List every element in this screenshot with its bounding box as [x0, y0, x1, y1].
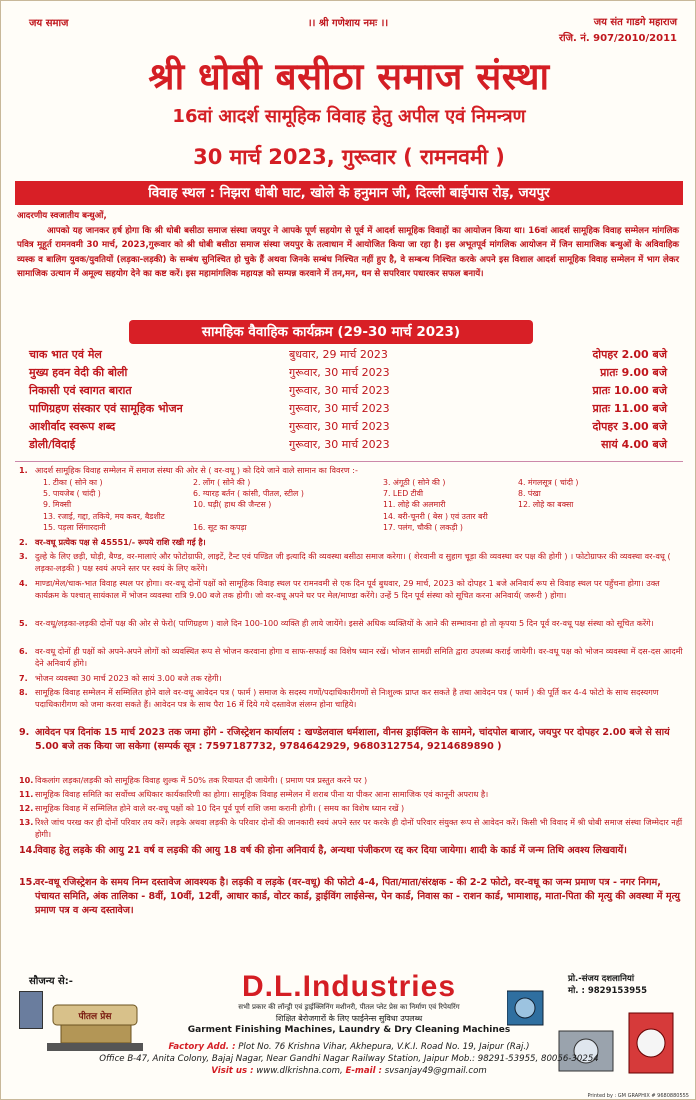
- schedule-time: प्रातः 11.00 बजे: [592, 402, 667, 415]
- term-number: 15.: [19, 877, 36, 888]
- goods-cell: 6. ग्यारह बर्तन ( कांसी, पीतल, स्टील ): [193, 489, 304, 499]
- term-item: [15, 536, 683, 548]
- schedule-date: गुरूवार, 30 मार्च 2023: [289, 366, 390, 379]
- proprietor-mobile: मो. : 9829153955: [568, 986, 647, 996]
- intro-text: [17, 209, 679, 282]
- address-block: Factory Add. : Plot No. 76 Krishna Vihar, Akhepura, V.K.I. Road No. 19, Jaipur (Raj.) Office B-47, Anita Colony, Bajaj Nagar, Near Gandhi Nagar Railway Station, Jaipur Mob.: 98291-53955, 80056-30254 Visit us : www.dlkrishna.com, E-mail : svsanjay49@gmail.com: [99, 1042, 599, 1076]
- printer-credit: Printed by : GM GRAPHIX # 9680880555: [587, 1093, 689, 1099]
- email-link[interactable]: svsanjay49@gmail.com: [384, 1066, 487, 1076]
- goods-row: [43, 477, 683, 488]
- organization-title: श्री धोबी बसीठा समाज संस्था: [148, 55, 550, 98]
- schedule-row: [19, 419, 679, 437]
- goods-cell: 1. टीका ( सोने का ): [43, 478, 103, 487]
- term-item: [15, 645, 683, 670]
- term-item: [15, 672, 683, 684]
- sponsor-footer: [7, 969, 691, 1087]
- term-item: [15, 550, 683, 575]
- schedule-row: [19, 383, 679, 401]
- goods-cell: 12. लोहे का बक्सा: [518, 500, 574, 510]
- term-item: [15, 816, 683, 841]
- terms-list: [15, 461, 683, 954]
- schedule-event: चाक भात एवं मेल: [29, 348, 102, 361]
- term-item: [15, 577, 683, 602]
- goods-row: [43, 488, 683, 499]
- term-number: 3.: [19, 551, 28, 561]
- term-number: 9.: [19, 727, 30, 738]
- visit-label: Visit us :: [211, 1066, 254, 1076]
- schedule-event: डोली/विदाई: [29, 438, 76, 451]
- venue-banner: विवाह स्थल : निझरा धोबी घाट, खोले के हनुमान जी, दिल्ली बाईपास रोड़, जयपुर: [15, 181, 683, 205]
- schedule-row: [19, 401, 679, 419]
- office-address: Office B-47, Anita Colony, Bajaj Nagar, Near Gandhi Nagar Railway Station, Jaipur Mob.: 98291-53955, 80056-30254: [99, 1054, 599, 1064]
- term-number: 11.: [19, 789, 34, 799]
- goods-cell: 9. मिक्सी: [43, 500, 72, 510]
- goods-cell: 8. पंखा: [518, 489, 541, 499]
- goods-cell: 2. लोंग ( सोने की ): [193, 478, 251, 487]
- schedule-date: गुरूवार, 30 मार्च 2023: [289, 420, 390, 433]
- term-number: 10.: [19, 775, 34, 785]
- intro-body: आपको यह जानकर हर्ष होगा कि श्री धोबी बसीठा समाज संस्था जयपुर ने आपके पूर्ण सहयोग से पूर्व में आदर्श सामूहिक विवाहों का आयोजन किया था। 16वां आदर्श सामूहिक विवाह सम्मेलन मांगलिक पवित्र मूहूर्त रामनवमी 30 मार्च, 2023,गुरूवार को श्री धोबी बसीठा समाज संस्था जयपुर के तत्वाधान में आयोजित किया जा रहा है। इस अभूतपूर्व मांगलिक आयोजन में जिन सामाजिक बन्धुओं के अविवाहिक व्यस्क व बालिग युवक/युवतियों (लड़का-लड़की) के सम्बंध सुनिश्चित हो चुके हैं अथवा जिनके सम्बंध निश्चित नहीं हुए है, वे सम्बन्ध निश्चित करके अपने इस विशाल आदर्श सामूहिक विवाह सम्मेलन में भाग लेकर सामाजिक उत्थान में अमूल्य सहयोग देने का कष्ट करें। इस महामांगलिक महायज्ञ को सम्पन्न करवाने में तन,मन, धन से सपरिवार पधारकर सफल बनायें।: [17, 225, 679, 280]
- term-item: [15, 686, 683, 711]
- goods-cell: 11. लोहे की अलमारी: [383, 500, 446, 510]
- schedule-date: गुरूवार, 30 मार्च 2023: [289, 384, 390, 397]
- term-text: वर-वधू/लड़का-लड़की दोनों पक्ष की ओर से फेरो( पाणिग्रहण ) वाले दिन 100-100 व्यक्ति ही लाये जायेंगे। इससे अधिक व्यक्तियों के आने की सम्भावना हो तो कृपया 5 दिन पूर्व वर-वधू पक्ष संस्था को सूचित करेंगे।: [35, 618, 654, 628]
- schedule-row: [19, 365, 679, 383]
- goods-cell: 13. रजाई, गद्दा, तकिये, मय कवर, बैडशीट: [43, 511, 165, 521]
- goods-cell: 4. मंगलसूत्र ( चांदी ): [518, 478, 579, 487]
- term-item: [15, 788, 683, 800]
- term-number: 13.: [19, 817, 34, 827]
- term-number: 7.: [19, 673, 28, 683]
- machine-tag-icon: [19, 991, 43, 1029]
- term-text: सामूहिक विवाह सम्मेलन में सम्मिलित होने वाले वर-वधू आवेदन पत्र ( फार्म ) समाज के सदस्य गणों/पदाधिकारीगणों से निःशुल्क प्राप्त कर सकते है तथा आवेदन पत्र ( फार्म ) की पूर्ति कर 4-4 फोटो के साथ सदस्यगण पदाधिकारीगण को जमा करवा सकते हैं। आवेदन पत्र के साथ पैरा 16 में दिये गये दस्तावेज संलग्न होना चाहिये।: [35, 687, 659, 710]
- brand-name: D.L.Industries: [241, 970, 457, 1003]
- goods-cell: 5. पायजेब ( चांदी ): [43, 489, 101, 499]
- goods-row: [43, 511, 683, 522]
- goods-row: [43, 522, 683, 533]
- schedule-date: गुरूवार, 30 मार्च 2023: [289, 402, 390, 415]
- term-text: सामूहिक विवाह में सम्मिलित होने वाले वर-वधू पक्षों को 10 दिन पूर्व पूर्ण राशि जमा करानी होगी। ( समय का विशेष ध्यान रखें ): [35, 803, 405, 813]
- term-number: 1.: [19, 465, 28, 475]
- header-right-line1: जय संत गाडगे महाराज: [593, 17, 677, 28]
- intro-greeting: आदरणीय स्वजातीय बन्धुओं,: [17, 211, 107, 221]
- term-text: वर-वधू दोनों ही पक्षों को अपने-अपने लोगों को व्यवस्थित रूप से भोजन करवाना होगा व साफ-सफाई का विशेष ध्यान रखें। भोजन सामग्री समिति द्वारा उपलब्ध कराई जायेगी। वर-वधू पक्ष को भोजन व्यवस्था में दस-दस आदमी देने अनिवार्य होंगे।: [35, 646, 683, 669]
- services-line: सभी प्रकार की लॉन्ड्री एवं ड्राईक्लिनिंग मशीनरी, पीतल प्लेट प्रेस का निर्माण एवं रिपेयरिंग: [238, 1003, 460, 1011]
- term-text: आदर्श सामूहिक विवाह सम्मेलन में समाज संस्था की ओर से ( वर-वधू ) को दिये जाने वाले सामान का विवरण :-: [35, 465, 358, 475]
- event-date: 30 मार्च 2023, गुरूवार ( रामनवमी ): [193, 145, 505, 169]
- age-requirement: विवाह हेतु लड़के की आयु 21 वर्ष व लड़की की आयु 18 वर्ष की होना अनिवार्य है, अन्यथा पंजीकरण रद्द कर दिया जायेगा। शादी के कार्ड में जन्म तिथि अवश्य लिखवायें।: [35, 845, 627, 856]
- schedule-event: पाणिग्रहण संस्कार एवं सामूहिक भोजन: [29, 402, 183, 415]
- term-item: [15, 617, 683, 629]
- goods-cell: 3. अंगूठी ( सोने की ): [383, 478, 446, 487]
- term-number: 8.: [19, 687, 28, 697]
- registration-deadline: आवेदन पत्र दिनांक 15 मार्च 2023 तक जमा होंगे - रजिस्ट्रेशन कार्यालय : खण्डेलवाल धर्मशाला, वीनस ड्राईक्लिन के सामने, चांदपोल बाजार, जयपुर पर दोपहर 2.00 बजे से सायं 5.00 बजे तक किया जा सकेगा (सम्पर्क सूत्र : 7597187732, 9784642929, 9680312754, 9214689890 ): [35, 727, 670, 752]
- schedule-time: सायं 4.00 बजे: [601, 438, 667, 451]
- goods-cell: 16. सूट का कपड़ा: [193, 522, 247, 532]
- schedule-event: आशीर्वाद स्वरूप शब्द: [29, 420, 116, 433]
- schedule-time: दोपहर 2.00 बजे: [592, 348, 667, 361]
- factory-address: Plot No. 76 Krishna Vihar, Akhepura, V.K.I. Road No. 19, Jaipur (Raj.): [238, 1042, 530, 1052]
- schedule-table: [19, 347, 679, 455]
- schedule-event: निकासी एवं स्वागत बारात: [29, 384, 132, 397]
- term-text: दुल्हे के लिए छड़ी, घोड़ी, बैण्ड, वर-मालाएं और फोटोग्राफी, लाइटें, टैन्ट एवं पण्डित जी इत्यादि की व्यवस्था बसीठा समाज करेगा। ( शेरवानी व सुहाग चूड़ा की व्यवस्था वर पक्ष की होगी ) । फोटोग्राफर की व्यवस्था वर-वधू ( लड़का-लड़की ) पक्ष स्वयं अपने स्तर पर स्वयं के लिए करेंगे।: [35, 551, 671, 574]
- machines-line: Garment Finishing Machines, Laundry & Dry Cleaning Machines: [187, 1025, 511, 1035]
- header-right: [559, 15, 677, 47]
- schedule-date: गुरूवार, 30 मार्च 2023: [289, 438, 390, 451]
- term-text: विकलांग लड़का/लड़की को सामूहिक विवाह शुल्क में 50% तक रियायत दी जायेगी। ( प्रमाण पत्र प्रस्तुत करने पर ): [35, 775, 368, 785]
- header-left: जय समाज: [29, 18, 69, 29]
- website-link[interactable]: www.dlkrishna.com: [256, 1066, 341, 1076]
- header-center: ।। श्री गणेशाय नमः ।।: [307, 18, 389, 29]
- appeal-heading: 16वां आदर्श सामूहिक विवाह हेतु अपील एवं निमन्त्रण: [172, 106, 526, 127]
- iron-press-label: पीतल प्रेस: [78, 1012, 112, 1022]
- goods-row: [43, 499, 683, 510]
- schedule-row: [19, 437, 679, 455]
- term-item: [15, 774, 683, 786]
- email-label: E-mail :: [345, 1066, 382, 1076]
- term-text: वर-वधू प्रत्येक पक्ष से 45551/- रूपये राशि रखी गई है।: [35, 537, 206, 547]
- header-strip: [15, 11, 681, 47]
- term-item: [15, 844, 683, 858]
- schedule-row: [19, 347, 679, 365]
- term-text: माण्डा/मेल/चाक-भात विवाह स्थल पर होगा। वर-वधू दोनों पक्षों को सामूहिक विवाह स्थल पर रामनवमी से एक दिन पूर्व बुधवार, 29 मार्च, 2023 को दोपहर 1 बजे अनिवार्य रूप से विवाह स्थल पर पहुँचना होगा। उक्त कार्यक्रम के पश्चात् सायंकाल में भोजन व्यवस्था रात्रि 9.00 बजे तक होगी। जो वर-वधू अपने घर पर मेल/माण्डा करेंगे। उन्हें 5 दिन पूर्व संस्था को सूचित करना अनिवार्य( जरूरी ) होगा।: [35, 578, 660, 601]
- schedule-time: प्रातः 9.00 बजे: [600, 366, 667, 379]
- term-text: रिश्ते जांच परख कर ही दोनों परिवार तय करें। लड़के अथवा लड़की के परिवार दोनों की जानकारी स्वयं अपने स्तर पर करके ही दोनों परिवार संयुक्त रूप से आवेदन करें। किसी भी विवाद में श्री धोबी समाज संस्था जिम्मेदार नहीं होगी।: [35, 817, 683, 840]
- goods-grid: [43, 477, 683, 533]
- goods-cell: 15. पड़ला सिंगारदानी: [43, 522, 106, 532]
- term-text: सामूहिक विवाह समिति का सर्वोच्च अधिकार कार्यकारिणी का होगा। सामूहिक विवाह सम्मेलन में शराब पीना या पीकर आना सामाजिक एवं कानूनी अपराध है।: [35, 789, 489, 799]
- sponsor-label: सौजन्य से:-: [29, 976, 73, 987]
- schedule-date: बुधवार, 29 मार्च 2023: [289, 348, 388, 361]
- goods-cell: 7. LED टीवी: [383, 489, 423, 499]
- term-item: [15, 802, 683, 814]
- factory-label: Factory Add. :: [168, 1042, 236, 1052]
- schedule-event: मुख्य हवन वेदी की बोली: [29, 366, 128, 379]
- term-number: 5.: [19, 618, 28, 628]
- term-item: [15, 726, 683, 754]
- registration-number: रजि. नं. 907/2010/2011: [558, 33, 677, 44]
- term-number: 4.: [19, 578, 28, 588]
- term-number: 12.: [19, 803, 34, 813]
- term-item: [15, 876, 683, 918]
- program-heading: सामहिक वैवाहिक कार्यक्रम (29-30 मार्च 2023): [129, 320, 533, 344]
- term-number: 6.: [19, 646, 28, 656]
- finance-line: शिक्षित बेरोजगारों के लिए फाईनेन्स सुविधा उपलब्ध: [275, 1014, 423, 1023]
- documents-required: वर-वधू रजिस्ट्रेशन के समय निम्न दस्तावेज आवश्यक है। लड़की व लड़के (वर-वधू) की फोटो 4-4, पिता/माता/संरक्षक - की 2-2 फोटो, वर-वधू का जन्म प्रमाण पत्र - नगर निगम, पंचायत समिति, अंक तालिका - 8वीं, 10वीं, 12वीं, आधार कार्ड, वोटर कार्ड, ड्राईविंग लाईसेन्स, पेन कार्ड, निवास का - राशन कार्ड, भामाशाह, माता-पिता की मृत्यु की अवस्था में मृत्यु प्रमाण पत्र व अन्य दस्तावेज।: [35, 877, 680, 916]
- goods-cell: 10. घड़ी( हाथ की जैन्टस ): [193, 500, 272, 510]
- schedule-time: प्रातः 10.00 बजे: [592, 384, 667, 397]
- term-item: [15, 464, 683, 476]
- goods-cell: 17. पलंग, चौकी ( लकड़ी ): [383, 522, 463, 532]
- term-number: 14.: [19, 845, 36, 856]
- term-text: भोजन व्यवस्था 30 मार्च 2023 को सायं 3.00 बजे तक रहेगी।: [35, 673, 222, 683]
- term-number: 2.: [19, 537, 28, 547]
- proprietor-name: प्रो.-संजय दशलानियां: [568, 974, 635, 984]
- schedule-time: दोपहर 3.00 बजे: [592, 420, 667, 433]
- goods-cell: 14. बरी-चूनरी ( बेस ) एवं उतार बरी: [383, 511, 488, 521]
